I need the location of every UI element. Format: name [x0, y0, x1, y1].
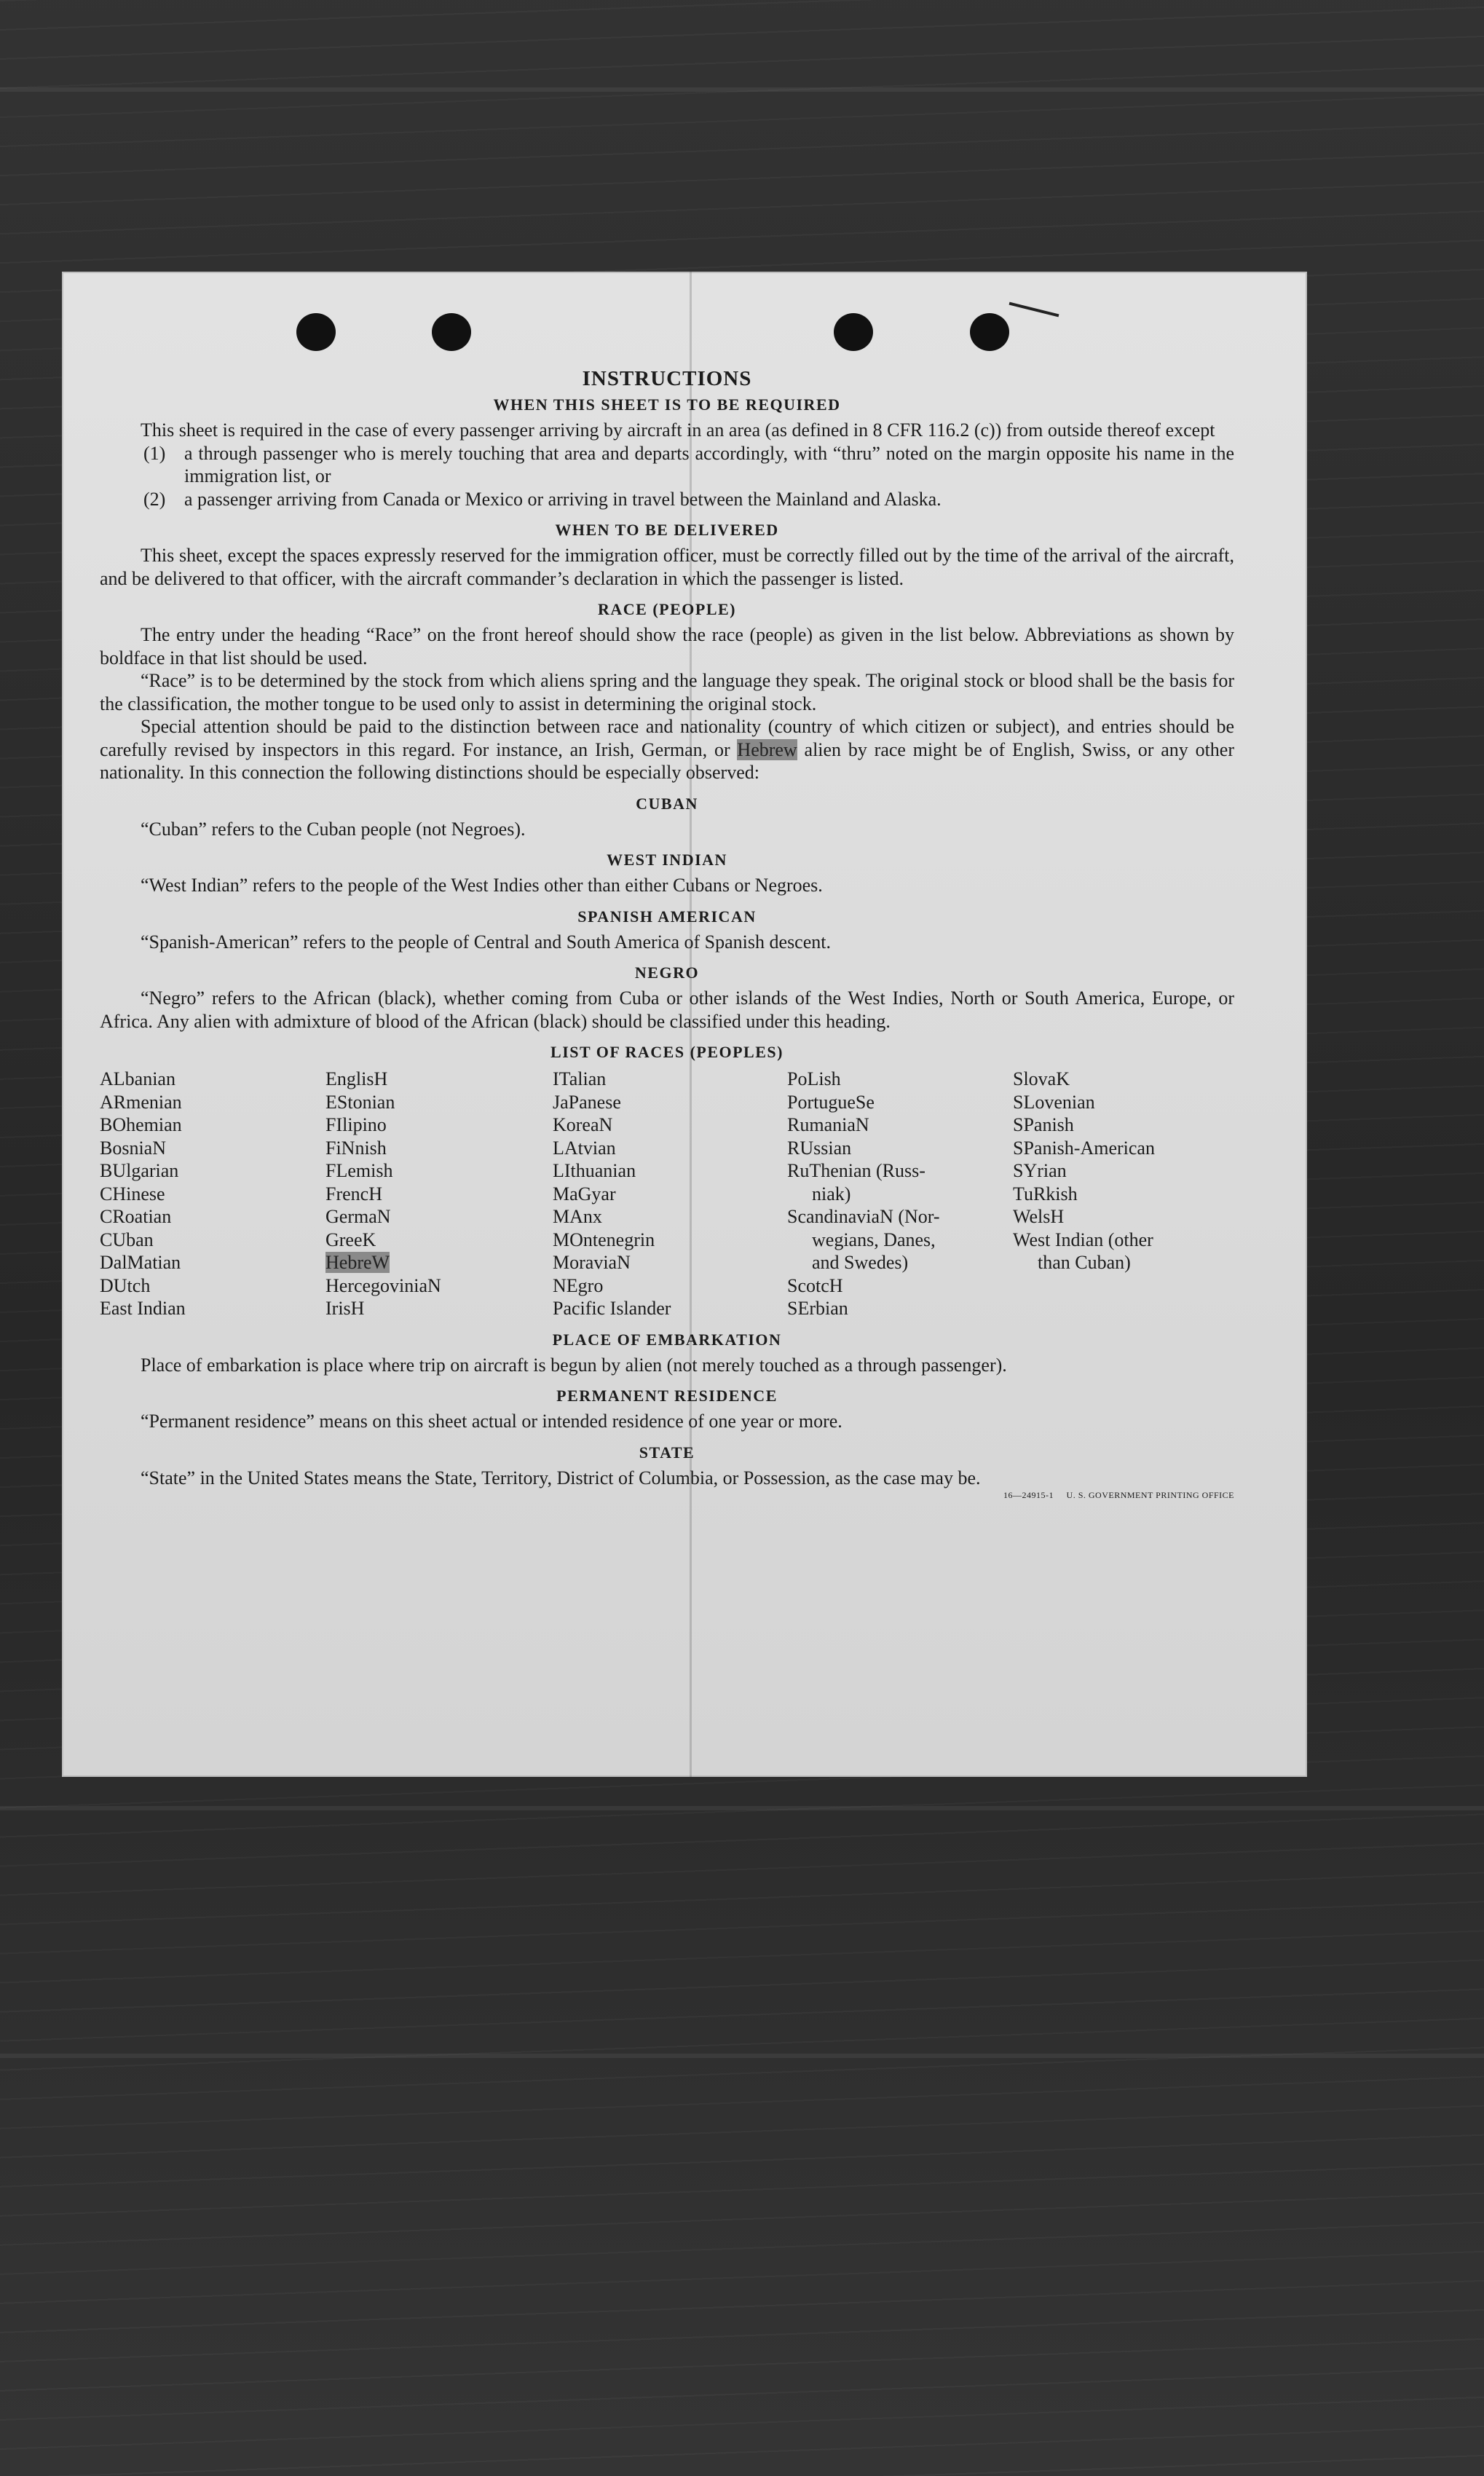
paragraph-spanish-american: “Spanish-American” refers to the people of Central and South America of Spanish descent. [141, 931, 831, 953]
paragraph-negro: “Negro” refers to the African (black), whether coming from Cuba or other islands of the West Indies, North or South America, Europe, or Africa. Any alien with admixture of blood of the African (black) should be classified under this heading. [100, 987, 1234, 1032]
race-entry: FIlipino [325, 1114, 387, 1135]
race-entry: LIthuanian [553, 1160, 636, 1181]
pen-mark [1009, 302, 1059, 318]
races-column-5 [1013, 1068, 1234, 1320]
races-column-4 [787, 1068, 1013, 1320]
race-text-a: Special attention should be paid to the distinction between race and nationality (country of which citizen or subject), and entries should be carefully revised by inspectors in this regard. For instance, an Irish, German, or [100, 716, 1234, 760]
page-title: INSTRUCTIONS [582, 367, 752, 390]
races-column-3 [553, 1068, 787, 1320]
race-entry: SErbian [787, 1298, 848, 1319]
race-entry: MaGyar [553, 1183, 616, 1205]
race-entry: MoraviaN [553, 1252, 631, 1273]
scan-band [0, 87, 1484, 92]
list-item [143, 488, 1234, 511]
race-entry: IrisH [325, 1298, 365, 1319]
instructions-content [100, 365, 1234, 1502]
race-entry: GermaN [325, 1206, 391, 1227]
paragraph-cuban: “Cuban” refers to the Cuban people (not Negroes). [141, 818, 526, 840]
item-number: (2) [143, 488, 166, 510]
punch-hole [834, 313, 873, 351]
race-entry: SPanish-American [1013, 1137, 1155, 1159]
race-entry: WelsH [1013, 1206, 1065, 1227]
heading-delivered: WHEN TO BE DELIVERED [555, 521, 779, 539]
printer-name: U. S. GOVERNMENT PRINTING OFFICE [1066, 1490, 1234, 1500]
race-entry: Pacific Islander [553, 1298, 671, 1319]
race-entry: BOhemian [100, 1114, 182, 1135]
paragraph-race-3 [100, 715, 1234, 784]
struck-word: Hebrew [737, 738, 797, 760]
races-column-2 [325, 1068, 553, 1320]
heading-required: WHEN THIS SHEET IS TO BE REQUIRED [493, 395, 841, 414]
race-text-b: alien by race might be of English, Swiss, or any other nationality. In this connection the following distinctions should be especially observed: [100, 738, 1234, 783]
paragraph-required: This sheet is required in the case of every passenger arriving by aircraft in an area (as defined in 8 CFR 116.2 (c)) from outside thereof except [141, 419, 1215, 441]
race-entry: FrencH [325, 1183, 382, 1205]
paragraph-residence: “Permanent residence” means on this sheet actual or intended residence of one year or more. [141, 1411, 842, 1432]
paragraph-embarkation: Place of embarkation is place where trip on aircraft is begun by alien (not merely touched as a through passenger). [141, 1354, 1007, 1376]
race-entry: LAtvian [553, 1137, 616, 1159]
race-entry: SLovenian [1013, 1091, 1095, 1113]
races-table [100, 1068, 1234, 1320]
scan-band [0, 1806, 1484, 1810]
race-entry: ARmenian [100, 1091, 182, 1113]
item-text: a passenger arriving from Canada or Mexico or arriving in travel between the Mainland and Alaska. [184, 488, 942, 510]
struck-race-entry: HebreW [325, 1252, 390, 1273]
race-entry: niak) [812, 1183, 851, 1205]
race-entry: RuThenian (Russ- [787, 1160, 925, 1181]
heading-residence: PERMANENT RESIDENCE [556, 1387, 778, 1405]
race-entry: DUtch [100, 1274, 151, 1296]
paragraph-race-2: “Race” is to be determined by the stock from which aliens spring and the language they speak. The original stock or blood shall be the basis for the classification, the mother tongue to be used only to assist in determining the original stock. [100, 670, 1234, 714]
race-entry: EnglisH [325, 1068, 388, 1089]
paragraph-west-indian: “West Indian” refers to the people of the West Indies other than either Cubans or Negroes. [141, 875, 823, 896]
printer-imprint [1003, 1489, 1234, 1502]
heading-spanish-american: SPANISH AMERICAN [577, 907, 757, 926]
race-entry: CRoatian [100, 1206, 172, 1227]
race-entry: MAnx [553, 1206, 602, 1227]
footer [100, 1489, 1234, 1502]
paragraph-delivered: This sheet, except the spaces expressly reserved for the immigration officer, must be correctly filled out by the time of the arrival of the aircraft, and be delivered to that officer, with the aircraft commander’s declaration in which the passenger is listed. [100, 545, 1234, 589]
race-entry: CUban [100, 1229, 154, 1250]
race-entry: RUssian [787, 1137, 852, 1159]
race-entry: GreeK [325, 1229, 376, 1250]
document-sheet [62, 272, 1307, 1777]
race-entry: ScotcH [787, 1274, 843, 1296]
scan-band [0, 2054, 1484, 2058]
race-entry: MOntenegrin [553, 1229, 655, 1250]
race-entry: DalMatian [100, 1252, 181, 1273]
race-entry: BUlgarian [100, 1160, 179, 1181]
race-entry: RumaniaN [787, 1114, 869, 1135]
race-entry: EStonian [325, 1091, 395, 1113]
race-entry: CHinese [100, 1183, 165, 1205]
heading-state: STATE [639, 1443, 695, 1462]
heading-cuban: CUBAN [636, 794, 698, 813]
heading-list-of-races: LIST OF RACES (PEOPLES) [550, 1043, 784, 1061]
race-entry: ALbanian [100, 1068, 175, 1089]
punch-hole [432, 313, 471, 351]
printer-code: 16—24915-1 [1003, 1490, 1054, 1500]
item-number: (1) [143, 442, 166, 464]
paragraph-state: “State” in the United States means the State, Territory, District of Columbia, or Possession, as the case may be. [141, 1467, 981, 1489]
race-entry [325, 1251, 553, 1274]
race-entry: JaPanese [553, 1091, 621, 1113]
race-entry: TuRkish [1013, 1183, 1078, 1205]
race-entry: than Cuban) [1038, 1252, 1131, 1273]
race-entry: PortugueSe [787, 1091, 875, 1113]
race-entry: ITalian [553, 1068, 607, 1089]
list-item [143, 442, 1234, 488]
race-entry: KoreaN [553, 1114, 613, 1135]
race-entry: FiNnish [325, 1137, 387, 1159]
race-entry: FLemish [325, 1160, 393, 1181]
race-entry: wegians, Danes, [812, 1229, 936, 1250]
race-entry: HercegoviniaN [325, 1274, 441, 1296]
heading-negro: NEGRO [634, 963, 700, 982]
race-entry: and Swedes) [812, 1252, 909, 1273]
punch-hole [296, 313, 336, 351]
heading-west-indian: WEST INDIAN [607, 851, 727, 869]
race-entry: NEgro [553, 1274, 604, 1296]
race-entry: West Indian (other [1013, 1229, 1153, 1250]
race-entry: SYrian [1013, 1160, 1067, 1181]
heading-race: RACE (PEOPLE) [598, 600, 736, 618]
race-entry: East Indian [100, 1298, 186, 1319]
race-entry: PoLish [787, 1068, 841, 1089]
race-entry: SPanish [1013, 1114, 1074, 1135]
races-column-1 [100, 1068, 325, 1320]
item-text: a through passenger who is merely touching that area and departs accordingly, with “thru” noted on the margin opposite his name in the immigration list, or [184, 442, 1234, 486]
punch-hole [970, 313, 1009, 351]
paragraph-race-1: The entry under the heading “Race” on the front hereof should show the race (people) as given in the list below. Abbreviations as shown by boldface in that list should be used. [100, 624, 1234, 669]
race-entry: BosniaN [100, 1137, 166, 1159]
heading-embarkation: PLACE OF EMBARKATION [552, 1330, 782, 1349]
race-entry: ScandinaviaN (Nor- [787, 1206, 940, 1227]
race-entry: SlovaK [1013, 1068, 1070, 1089]
